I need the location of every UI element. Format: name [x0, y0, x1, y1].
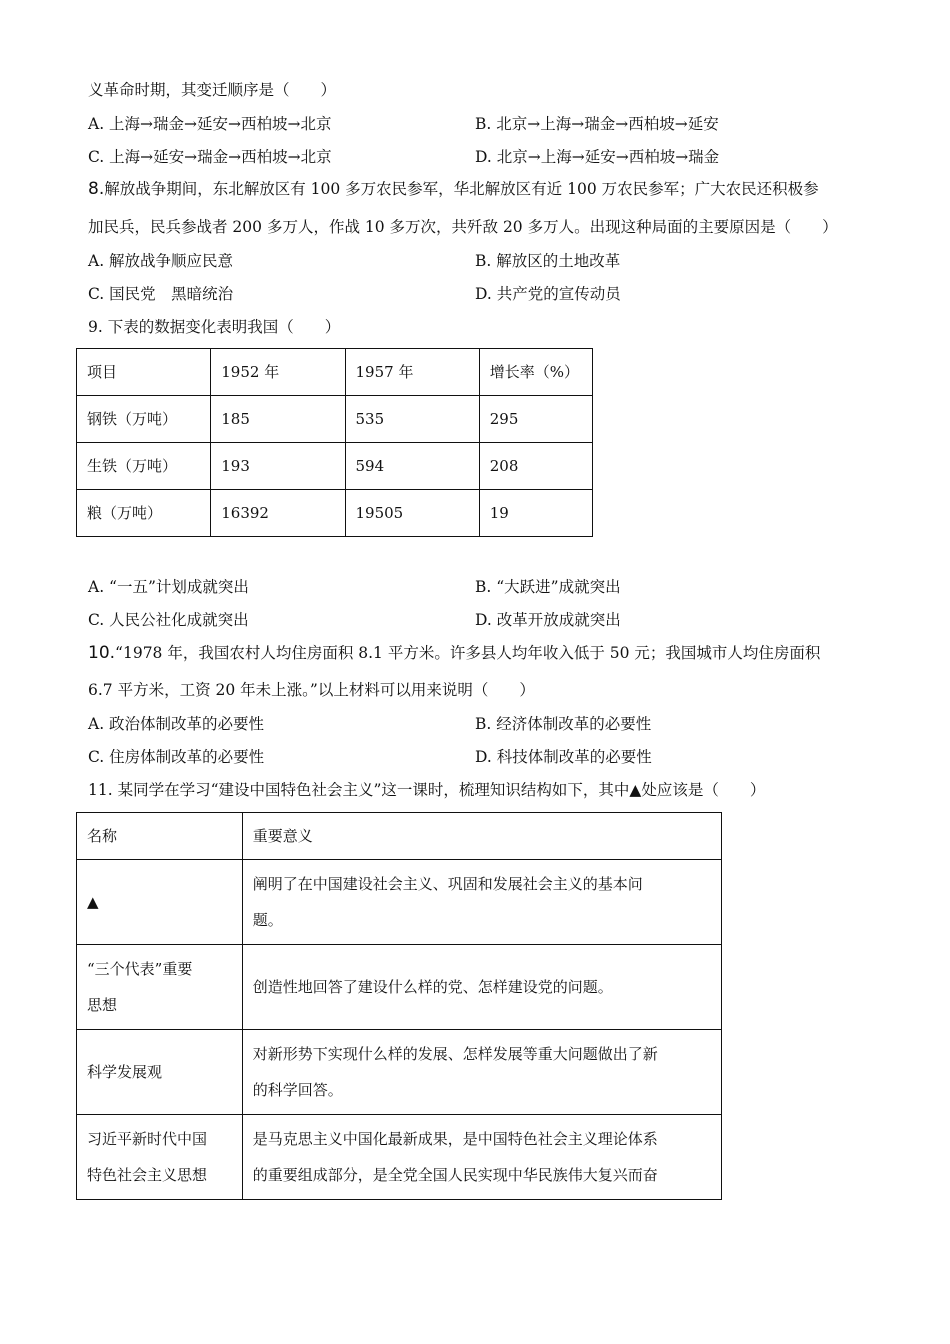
cell-line: 对新形势下实现什么样的发展、怎样发展等重大问题做出了新: [252, 1045, 658, 1063]
table-header-cell: 重要意义: [242, 813, 721, 860]
table-header-cell: 名称: [77, 813, 243, 860]
table-cell: 594: [345, 443, 479, 490]
q7-option-c: C. 上海→延安→瑞金→西柏坡→北京: [88, 148, 332, 166]
table-cell: [77, 945, 243, 1030]
table-cell: [77, 1115, 243, 1200]
table-cell: 粮（万吨）: [77, 490, 211, 537]
table-cell: 钢铁（万吨）: [77, 396, 211, 443]
q7-option-a: A. 上海→瑞金→延安→西柏坡→北京: [88, 115, 332, 133]
table-header-cell: 增长率（%）: [479, 349, 592, 396]
table-header-row: [77, 813, 722, 860]
table-cell: 185: [211, 396, 345, 443]
q8-option-c: C. 国民党 黑暗统治: [88, 285, 234, 303]
table-cell: 208: [479, 443, 592, 490]
table-cell: 生铁（万吨）: [77, 443, 211, 490]
q9-option-b: B. “大跃进”成就突出: [475, 578, 621, 596]
q8-option-a: A. 解放战争顺应民意: [88, 252, 234, 270]
table-cell: [242, 1115, 721, 1200]
q8-text-line1: 解放战争期间，东北解放区有 100 多万农民参军，华北解放区有近 100 万农民参军；广大农民还积极参: [104, 180, 819, 198]
table-header-cell: 1952 年: [211, 349, 345, 396]
table-header-cell: 项目: [77, 349, 211, 396]
table-header-row: [77, 349, 593, 396]
table-row: [77, 443, 593, 490]
q8-number: 8.: [88, 179, 105, 199]
table-cell: 创造性地回答了建设什么样的党、怎样建设党的问题。: [242, 945, 721, 1030]
cell-line: 的科学回答。: [252, 1081, 343, 1099]
table-cell: [242, 860, 721, 945]
q10-option-b: B. 经济体制改革的必要性: [475, 715, 652, 733]
q11-stem: 11. 某同学在学习“建设中国特色社会主义”这一课时，梳理知识结构如下，其中▲处应该是（ ）: [88, 781, 766, 799]
table-cell: [77, 860, 243, 945]
q10-option-d: D. 科技体制改革的必要性: [475, 748, 652, 766]
table-row: [77, 396, 593, 443]
table-cell: 535: [345, 396, 479, 443]
cell-line: 的重要组成部分，是全党全国人民实现中华民族伟大复兴而奋: [252, 1166, 658, 1184]
q11-knowledge-table: [76, 812, 722, 1200]
q10-number: 10.: [88, 643, 116, 663]
table-cell: 科学发展观: [77, 1030, 243, 1115]
q8-stem-line2: 加民兵，民兵参战者 200 多万人，作战 10 多万次，共歼敌 20 多万人。出现这种局面的主要原因是（ ）: [88, 218, 838, 236]
cell-line: 习近平新时代中国: [87, 1130, 208, 1148]
table-header-cell: 1957 年: [345, 349, 479, 396]
q7-option-b: B. 北京→上海→瑞金→西柏坡→延安: [475, 115, 719, 133]
q8-stem-line1: [88, 179, 819, 199]
cell-line: 阐明了在中国建设社会主义、巩固和发展社会主义的基本问: [252, 875, 643, 893]
table-cell: [242, 1030, 721, 1115]
cell-line: 是马克思主义中国化最新成果，是中国特色社会主义理论体系: [252, 1130, 658, 1148]
cell-line: 思想: [87, 996, 118, 1014]
cell-line: 特色社会主义思想: [87, 1166, 208, 1184]
table-cell: 16392: [211, 490, 345, 537]
table-row: [77, 490, 593, 537]
table-row: [77, 1115, 722, 1200]
q10-text-line1: “1978 年，我国农村人均住房面积 8.1 平方米。许多县人均年收入低于 50 元；我国城市人均住房面积: [115, 644, 821, 662]
table-row: [77, 945, 722, 1030]
triangle-marker-icon: ▲: [87, 893, 99, 911]
q9-stem: 9. 下表的数据变化表明我国（ ）: [88, 318, 341, 336]
q10-stem-line2: 6.7 平方米，工资 20 年未上涨。”以上材料可以用来说明（ ）: [88, 681, 535, 699]
cell-line: 题。: [252, 911, 283, 929]
table-row: [77, 1030, 722, 1115]
q8-option-d: D. 共产党的宣传动员: [475, 285, 621, 303]
q9-option-a: A. “一五”计划成就突出: [88, 578, 249, 596]
q10-option-a: A. 政治体制改革的必要性: [88, 715, 265, 733]
table-cell: 19: [479, 490, 592, 537]
table-cell: 295: [479, 396, 592, 443]
q7-option-d: D. 北京→上海→延安→西柏坡→瑞金: [475, 148, 720, 166]
q9-data-table: [76, 348, 593, 537]
table-cell: 193: [211, 443, 345, 490]
table-cell: 19505: [345, 490, 479, 537]
q10-stem-line1: [88, 643, 820, 663]
table-row: [77, 860, 722, 945]
q7-stem-continuation: 义革命时期，其变迁顺序是（ ）: [88, 81, 337, 99]
q10-option-c: C. 住房体制改革的必要性: [88, 748, 265, 766]
q9-option-d: D. 改革开放成就突出: [475, 611, 621, 629]
q9-option-c: C. 人民公社化成就突出: [88, 611, 249, 629]
q8-option-b: B. 解放区的土地改革: [475, 252, 621, 270]
cell-line: “三个代表”重要: [87, 960, 193, 978]
